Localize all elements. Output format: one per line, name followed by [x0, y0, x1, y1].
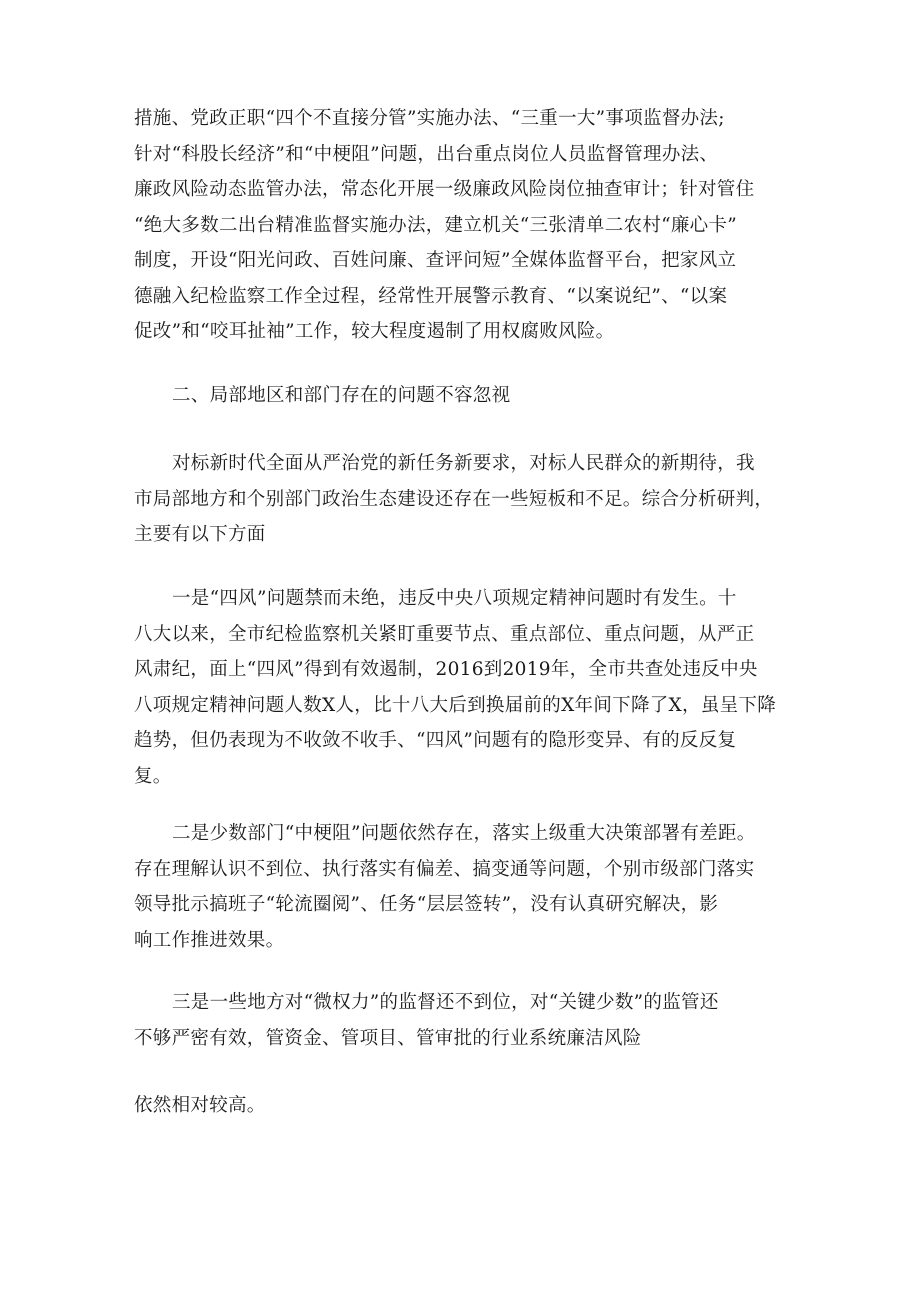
text-line: 对标新时代全面从严治党的新任务新要求，对标人民群众的新期待，我	[172, 453, 755, 474]
text-line: 趋势，但仍表现为不收敛不收手、“四风”问题有的隐形变异、有的反反复	[134, 730, 737, 751]
text-line: 存在理解认识不到位、执行落实有偏差、搞变通等问题，个别市级部门落实	[134, 858, 755, 880]
text-line: 促改”和“咬耳扯袖”工作，较大程度遏制了用权腐败风险。	[134, 321, 615, 342]
text-line: 响工作推进效果。	[134, 929, 285, 951]
text-line: 八大以来，全市纪检监察机关紧盯重要节点、重点部位、重点问题，从严正	[134, 623, 755, 645]
text-line: 不够严密有效，管资金、管项目、管审批的行业系统廉洁风险	[134, 1027, 642, 1049]
text-line: 制度，开设“阳光问政、百姓问廉、查评问短”全媒体监督平台，把家风立	[134, 250, 737, 271]
text-line: 二是少数部门“中梗阻”问题依然存在，落实上级重大决策部署有差距。	[172, 823, 756, 844]
paragraph-overview	[134, 446, 794, 553]
text-line: 三是一些地方对“微权力”的监督还不到位，对“关键少数”的监管还	[172, 992, 719, 1013]
text-line: “绝大多数二出台精准监督实施办法，建立机关“三张清单二农村“廉心卡”	[134, 214, 738, 236]
text-line: 八项规定精神问题人数X人，比十八大后到换届前的X年间下降了X，虽呈下降	[134, 694, 777, 716]
text-line: 措施、党政正职“四个不直接分管”实施办法、“三重一大”事项监督办法;	[134, 108, 725, 129]
text-line: 风肃纪，面上“四风”得到有效遏制，2016到2019年，全市共查处违反中央	[134, 659, 758, 680]
paragraph-obstruction	[134, 816, 794, 958]
paragraph-measures	[134, 101, 794, 350]
text-line: 依然相对较高。	[134, 1095, 266, 1116]
section-heading	[134, 378, 794, 414]
text-line: 市局部地方和个别部门政治生态建设还存在一些短板和不足。综合分析研判，	[134, 488, 774, 510]
paragraph-continuation	[134, 1088, 794, 1124]
text-line: 一是“四风”问题禁而未绝，违反中央八项规定精神问题时有发生。十	[172, 588, 737, 609]
paragraph-micro-power	[134, 985, 794, 1056]
section-heading-text: 二、局部地区和部门存在的问题不容忽视	[172, 385, 511, 406]
text-line: 廉政风险动态监管办法，常态化开展一级廉政风险岗位抽查审计；针对管住	[134, 179, 755, 200]
text-line: 针对“科股长经济”和“中梗阻”问题，出台重点岗位人员监督管理办法、	[134, 143, 719, 165]
text-line: 领导批示搞班子“轮流圈阅”、任务“层层签转”，没有认真研究解决，影	[134, 894, 719, 915]
text-line: 复。	[134, 765, 172, 787]
text-line: 主要有以下方面	[134, 524, 266, 545]
paragraph-four-winds	[134, 581, 794, 794]
text-line: 德融入纪检监察工作全过程，经常性开展警示教育、“以案说纪”、“以案	[134, 285, 728, 307]
